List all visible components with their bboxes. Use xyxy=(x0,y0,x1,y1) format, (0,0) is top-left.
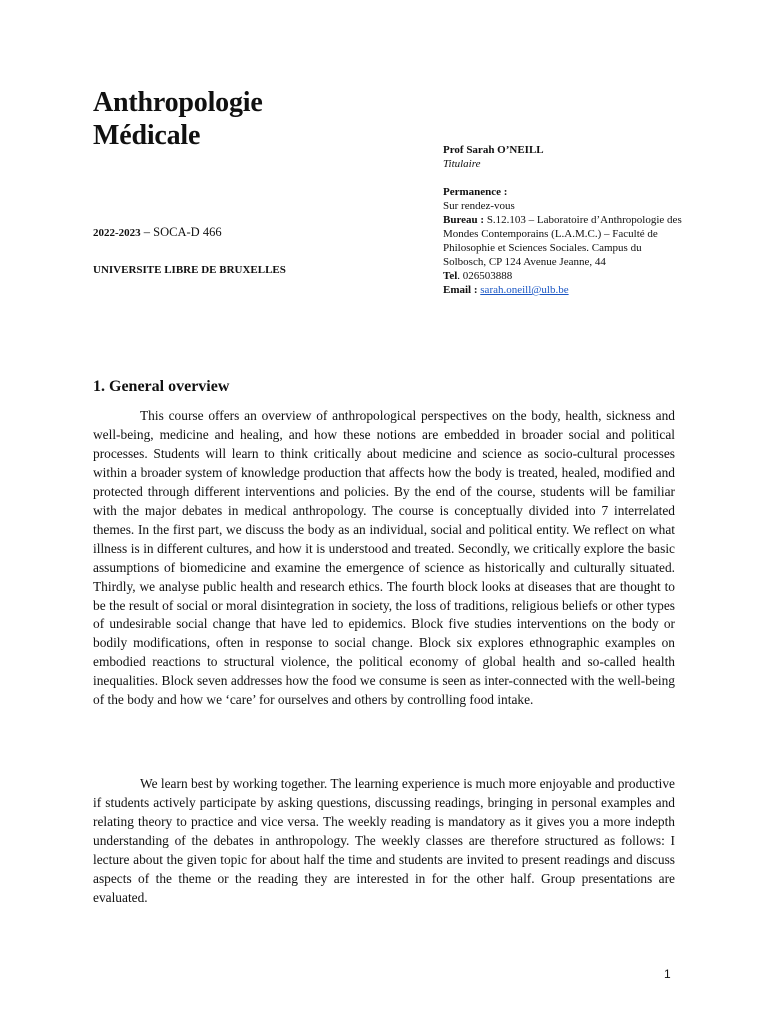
page-number: 1 xyxy=(664,967,671,981)
course-code: SOCA-D 466 xyxy=(153,225,222,239)
permanence-label: Permanence : xyxy=(443,186,508,198)
course-separator: – xyxy=(140,225,154,239)
section-heading: 1. General overview xyxy=(93,378,230,395)
professor-name: Prof Sarah O’NEILL xyxy=(443,144,544,156)
document-title xyxy=(93,86,263,152)
university-name: UNIVERSITE LIBRE DE BRUXELLES xyxy=(93,264,286,276)
professor-role: Titulaire xyxy=(443,158,481,170)
permanence-value: Sur rendez-vous xyxy=(443,200,515,212)
course-code-line xyxy=(93,224,222,241)
tel-label: Tel xyxy=(443,270,458,282)
overview-paragraph-2: We learn best by working together. The learning experience is much more enjoyable and productive if students actively participate by asking questions, discussing readings, bringing in personal examples and relating theory to practice and vice versa. The weekly reading is mandatory as it gives you a more indepth understanding of the debates in anthropology. The weekly classes are therefore structured as follows: I lecture about the given topic for about half the time and students are invited to present readings and discuss aspects of the theme or the reading they are interested in for the other half. Group presentations are evaluated. xyxy=(93,776,675,905)
contact-block xyxy=(443,143,683,297)
email-line xyxy=(443,283,683,297)
title-line-2: Médicale xyxy=(93,120,201,151)
bureau-label: Bureau : xyxy=(443,214,485,226)
title-line-1: Anthropologie xyxy=(93,87,263,118)
tel-value: . 026503888 xyxy=(457,270,513,282)
bureau-line xyxy=(443,213,683,269)
tel-line xyxy=(443,269,683,283)
overview-paragraph-1: This course offers an overview of anthropological perspectives on the body, health, sickness and well-being, medicine and healing, and how these notions are embedded in broader social and political processes. Students will learn to think critically about medicine and science as socio-cultural processes within a broader system of knowledge production that affects how the body is treated, healed, modified and protected through different interventions and policies. By the end of the course, students will be familiar with the major debates in medical anthropology. The course is conceptually divided into 7 interrelated themes. In the first part, we discuss the body as an individual, social and political entity. We reflect on what illness is in different cultures, and how it is understood and treated. Secondly, we critically explore the basic assumptions of biomedicine and examine the emergence of science as historically and culturally situated. Thirdly, we analyse public health and research ethics. The fourth block looks at diseases that are thought to be the result of social or moral disintegration in society, the loss of traditions, religious beliefs or other types of undesirable social change that have led to epidemics. Block five studies interventions on the body or bodily modifications, often in response to social change. Block six explores ethnographic examples on embodied reactions to structural violence, the political economy of global health and so-called health inequalities. Block seven addresses how the food we consume is seen as inter-connected with the well-being of the body and how we ‘care’ for ourselves and others by controlling food intake. xyxy=(93,408,675,708)
bureau-value: S.12.103 – Laboratoire d’Anthropologie des Mondes Contemporains (L.A.M.C.) – Faculté de Philosophie et Sciences Sociales. Campus du Solbosch, CP 124 Avenue Jeanne, 44 xyxy=(443,214,682,268)
academic-year: 2022-2023 xyxy=(93,227,141,239)
contact-spacer xyxy=(443,171,683,185)
email-label: Email : xyxy=(443,284,478,296)
email-link[interactable]: sarah.oneill@ulb.be xyxy=(480,284,569,296)
